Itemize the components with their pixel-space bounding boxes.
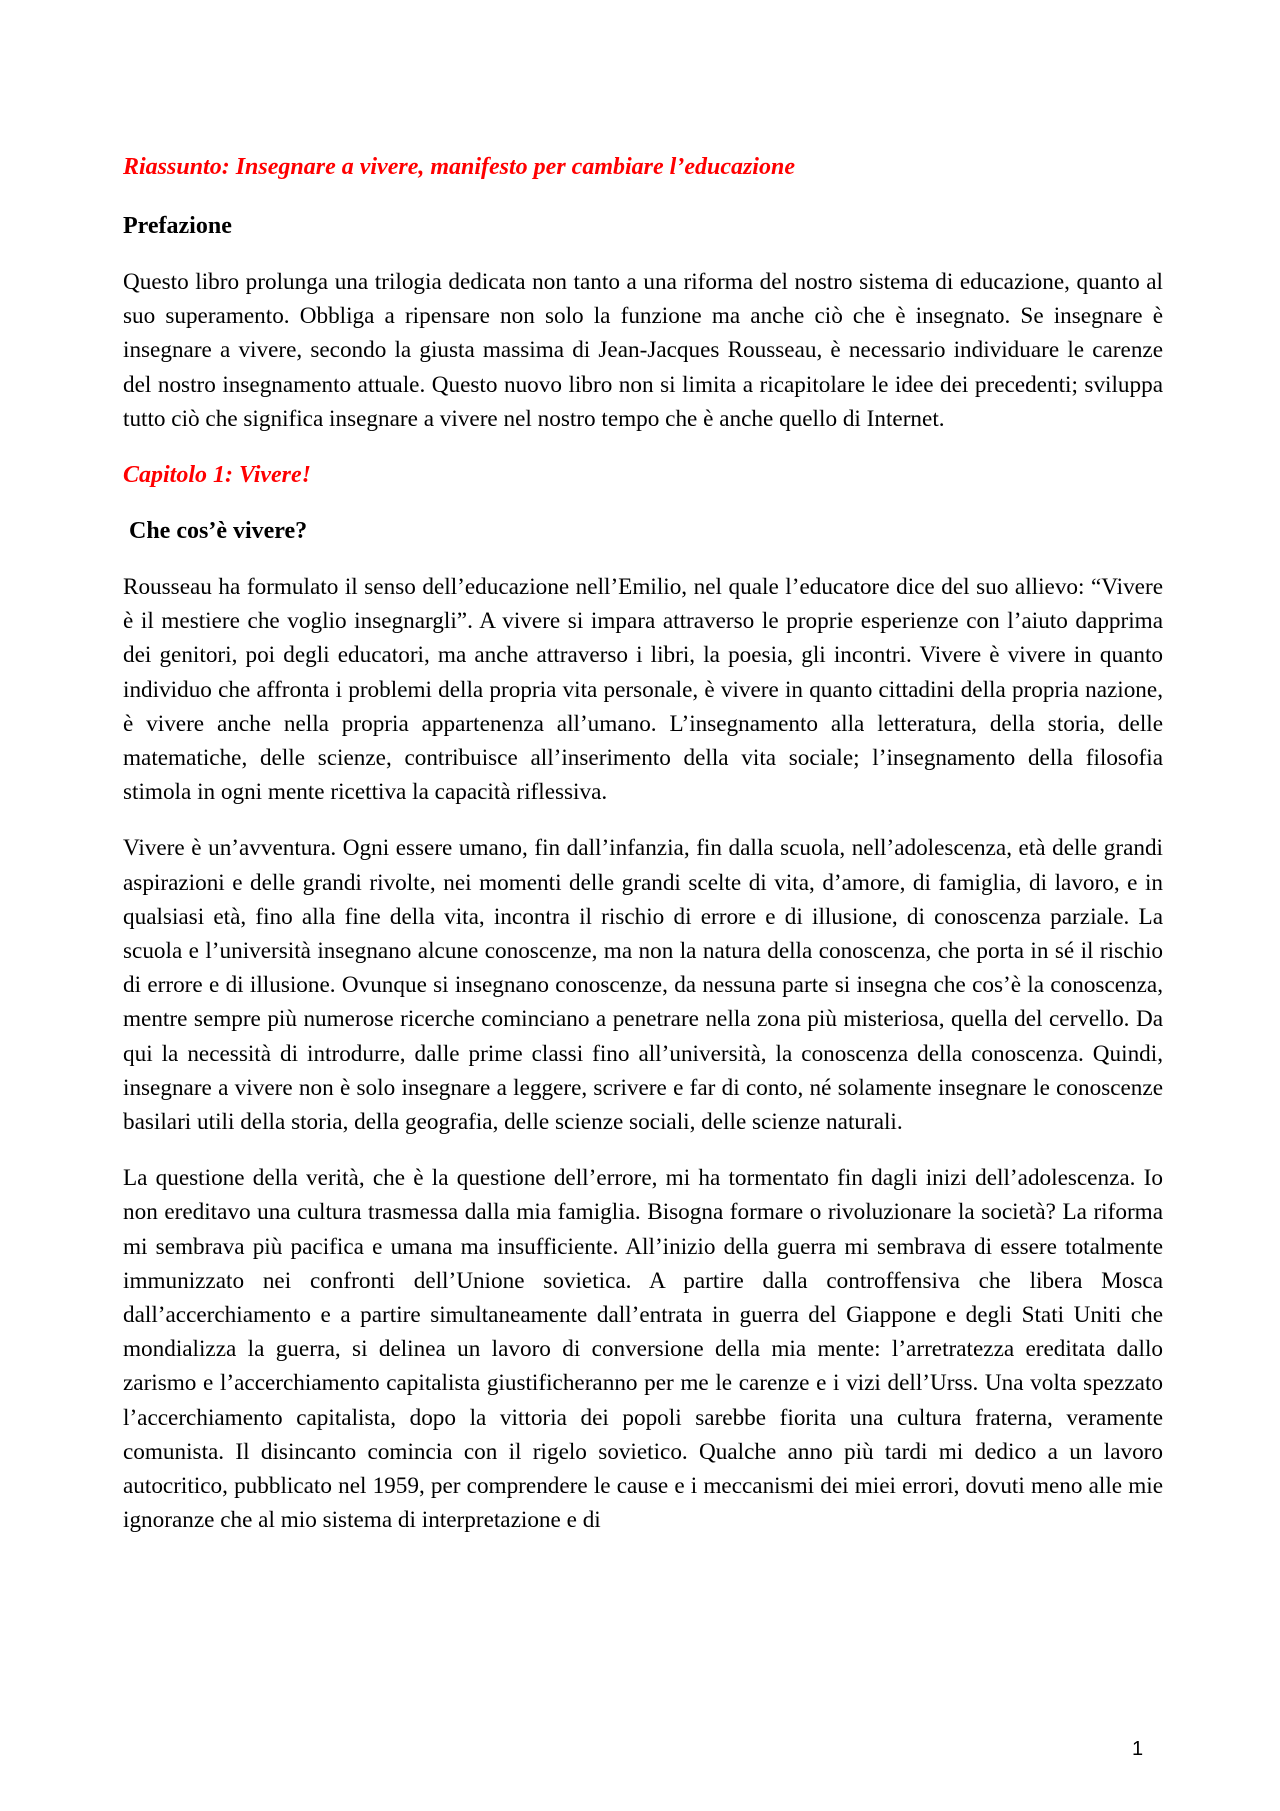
body-paragraph-3: La questione della verità, che è la questione dell’errore, mi ha tormentato fin dagli inizi dell’adolescenza. Io non ereditavo una cultura trasmessa dalla mia famiglia. Bisogna formare o rivoluzionare la società? La riforma mi sembrava più pacifica e umana ma insufficiente. All’inizio della guerra mi sembrava di essere totalmente immunizzato nei confronti dell’Unione sovietica. A partire dalla controffensiva che libera Mosca dall’accerchiamento e a partire simultaneamente dall’entrata in guerra del Giappone e degli Stati Uniti che mondializza la guerra, si delinea un lavoro di conversione della mia mente: l’arretratezza ereditata dallo zarismo e l’accerchiamento capitalista giustificheranno per me le carenze e i vizi dell’Urss. Una volta spezzato l’accerchiamento capitalista, dopo la vittoria dei popoli sarebbe fiorita una cultura fraterna, veramente comunista. Il disincanto comincia con il rigelo sovietico. Qualche anno più tardi mi dedico a un lavoro autocritico, pubblicato nel 1959, per comprendere le cause e i meccanismi dei miei errori, dovuti meno alle mie ignoranze che al mio sistema di interpretazione e di (123, 1165, 1163, 1534)
page-content (123, 150, 1163, 1560)
section-heading: Che cos’è vivere? (129, 518, 308, 545)
chapter-heading: Capitolo 1: Vivere! (123, 462, 311, 489)
preface-heading: Prefazione (123, 213, 232, 239)
preface-paragraph: Questo libro prolunga una trilogia dedicata non tanto a una riforma del nostro sistema di educazione, quanto al suo superamento. Obbliga a ripensare non solo la funzione ma anche ciò che è insegnato. Se insegnare è insegnare a vivere, secondo la giusta massima di Jean-Jacques Rousseau, è necessario individuare le carenze del nostro insegnamento attuale. Questo nuovo libro non si limita a ricapitolare le idee dei precedenti; sviluppa tutto ciò che significa insegnare a vivere nel nostro tempo che è anche quello di Internet. (123, 269, 1163, 432)
document-title: Riassunto: Insegnare a vivere, manifesto per cambiare l’educazione (123, 154, 795, 180)
body-paragraph-1: Rousseau ha formulato il senso dell’educazione nell’Emilio, nel quale l’educatore dice del suo allievo: “Vivere è il mestiere che voglio insegnargli”. A vivere si impara attraverso le proprie esperienze con l’aiuto dapprima dei genitori, poi degli educatori, ma anche attraverso i libri, la poesia, gli incontri. Vivere è vivere in quanto individuo che affronta i problemi della propria vita personale, è vivere in quanto cittadini della propria nazione, è vivere anche nella propria appartenenza all’umano. L’insegnamento alla letteratura, della storia, delle matematiche, delle scienze, contribuisce all’inserimento della vita sociale; l’insegnamento della filosofia stimola in ogni mente ricettiva la capacità riflessiva. (123, 574, 1163, 806)
body-paragraph-2: Vivere è un’avventura. Ogni essere umano, fin dall’infanzia, fin dalla scuola, nell’adolescenza, età delle grandi aspirazioni e delle grandi rivolte, nei momenti delle grandi scelte di vita, d’amore, di famiglia, di lavoro, e in qualsiasi età, fino alla fine della vita, incontra il rischio di errore e di illusione, di conoscenza parziale. La scuola e l’università insegnano alcune conoscenze, ma non la natura della conoscenza, che porta in sé il rischio di errore e di illusione. Ovunque si insegnano conoscenze, da nessuna parte si insegna che cos’è la conoscenza, mentre sempre più numerose ricerche cominciano a penetrare nella zona più misteriosa, quella del cervello. Da qui la necessità di introdurre, dalle prime classi fino all’università, la conoscenza della conoscenza. Quindi, insegnare a vivere non è solo insegnare a leggere, scrivere e far di conto, né solamente insegnare le conoscenze basilari utili della storia, della geografia, delle scienze sociali, delle scienze naturali. (123, 835, 1163, 1136)
page-number: 1 (1132, 1738, 1144, 1760)
